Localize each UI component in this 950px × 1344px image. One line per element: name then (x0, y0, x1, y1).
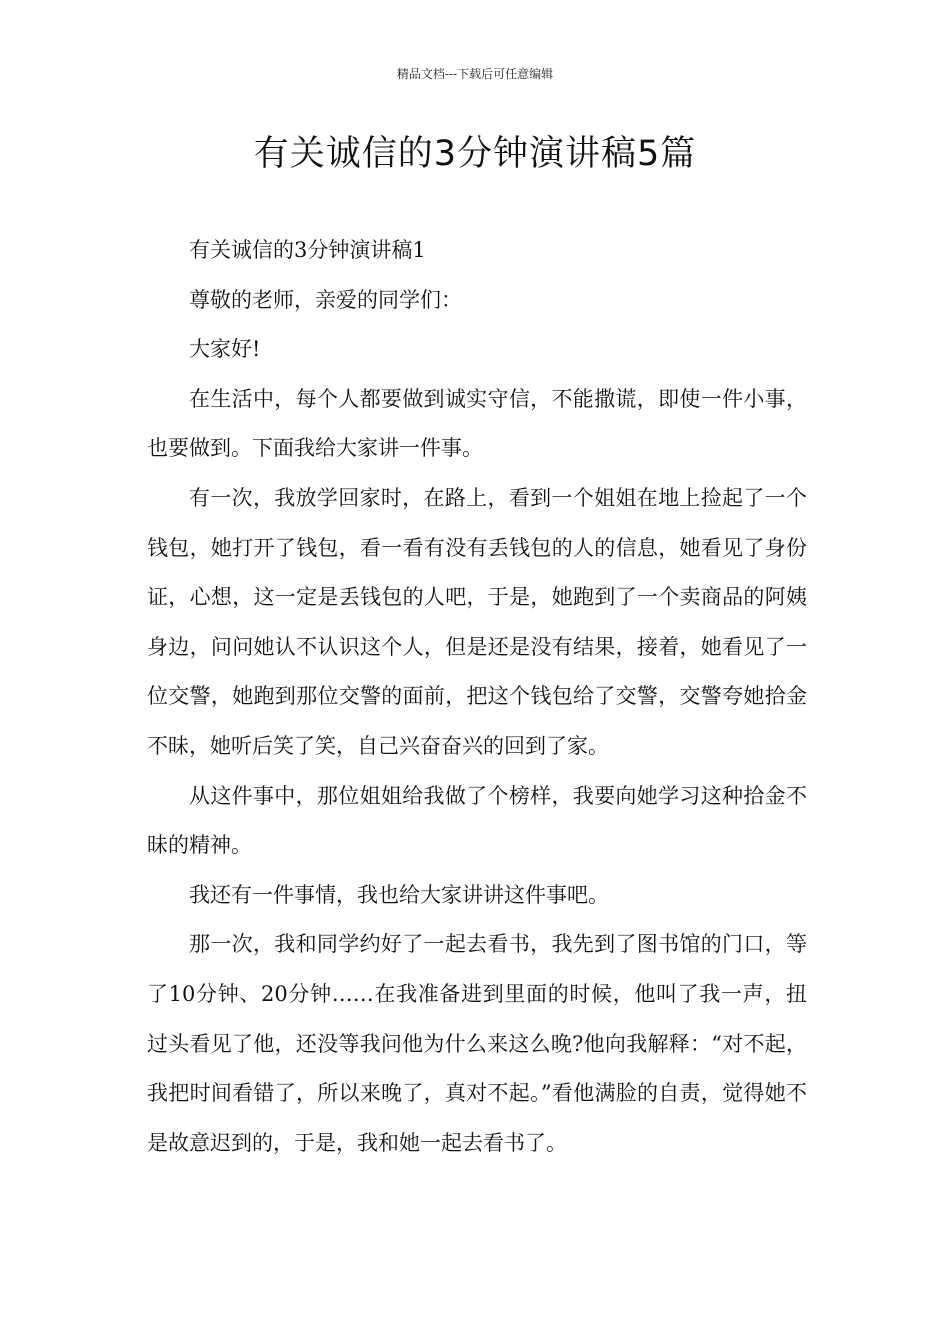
greeting: 大家好! (189, 337, 261, 362)
body-paragraph: 有一次，我放学回家时，在路上，看到一个姐姐在地上捡起了一个钱包，她打开了钱包，看一看有没有丢钱包的人的信息，她看见了身份证，心想，这一定是丢钱包的人吧，于是，她跑到了一个卖商品的阿姨身边，问问她认不认识这个人，但是还是没有结果，接着，她看见了一位交警，她跑到那位交警的面前，把这个钱包给了交警，交警夸她拾金不昧，她听后笑了笑，自己兴奋奋兴的回到了家。 (147, 485, 807, 758)
body-paragraph: 我还有一件事情，我也给大家讲讲这件事吧。 (189, 882, 609, 907)
speech-subtitle: 有关诚信的3分钟演讲稿1 (189, 238, 426, 262)
body-paragraph: 从这件事中，那位姐姐给我做了个榜样，我要向她学习这种拾金不昧的精神。 (147, 783, 807, 858)
salutation: 尊敬的老师，亲爱的同学们： (189, 287, 462, 312)
header-note: 精品文档---下载后可任意编辑 (396, 67, 554, 81)
body-paragraph: 在生活中，每个人都要做到诚实守信，不能撒谎，即使一件小事，也要做到。下面我给大家讲一件事。 (147, 386, 807, 461)
document-body (147, 226, 807, 1168)
body-paragraph: 那一次，我和同学约好了一起去看书，我先到了图书馆的门口，等了10分钟、20分钟……在我准备进到里面的时候，他叫了我一声，扭过头看见了他，还没等我问他为什么来这么晚?他向我解释：“对不起，我把时间看错了，所以来晚了，真对不起。”看他满脸的自责，觉得她不是故意迟到的，于是，我和她一起去看书了。 (147, 932, 807, 1155)
document-title: 有关诚信的3分钟演讲稿5篇 (253, 134, 697, 174)
